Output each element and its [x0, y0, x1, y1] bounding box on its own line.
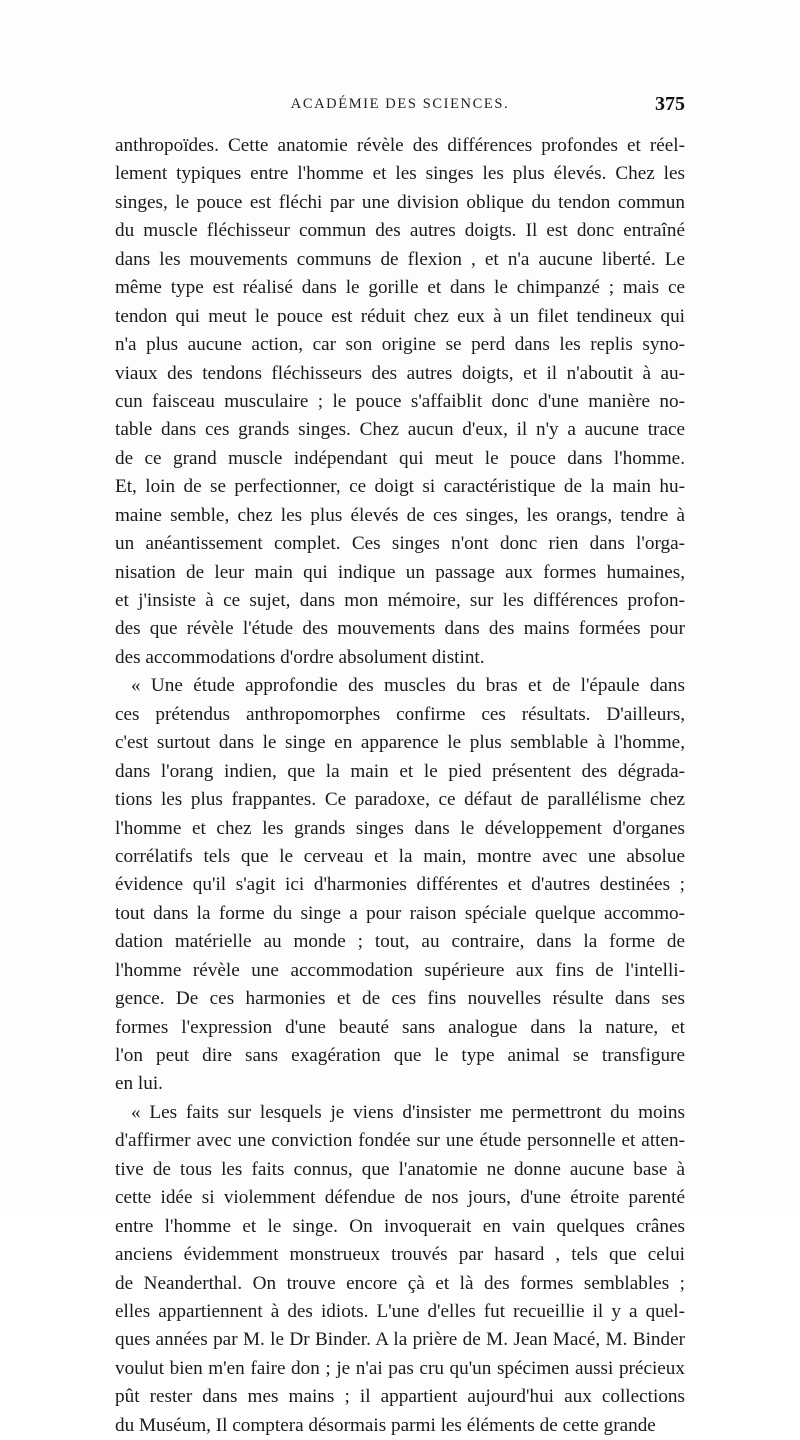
text-line: formes l'expression d'une beauté sans analogue dans la nature, et: [115, 1016, 685, 1038]
page-header: [115, 93, 685, 120]
text-line: des accommodations d'ordre absolument distint.: [115, 646, 485, 668]
text-line: en lui.: [115, 1073, 163, 1095]
text-line: gence. De ces harmonies et de ces fins nouvelles résulte dans ses: [115, 988, 685, 1010]
text-line: ces prétendus anthropomorphes confirme ces résultats. D'ailleurs,: [115, 703, 685, 725]
text-line: maine semble, chez les plus élevés de ces singes, les orangs, tendre à: [115, 504, 685, 526]
text-line: viaux des tendons fléchisseurs des autres doigts, et il n'aboutit à au-: [115, 362, 685, 384]
text-line: voulut bien m'en faire don ; je n'ai pas cru qu'un spécimen aussi précieux: [115, 1357, 685, 1379]
text-line: des que révèle l'étude des mouvements dans des mains formées pour: [115, 618, 685, 640]
text-line: elles appartiennent à des idiots. L'une d'elles fut recueillie il y a quel-: [115, 1300, 685, 1322]
text-line: corrélatifs tels que le cerveau et la main, montre avec une absolue: [115, 845, 685, 867]
text-line: ques années par M. le Dr Binder. A la prière de M. Jean Macé, M. Binder: [115, 1329, 685, 1351]
text-line: tions les plus frappantes. Ce paradoxe, ce défaut de parallélisme chez: [115, 789, 685, 811]
text-line: cun faisceau musculaire ; le pouce s'affaiblit donc d'une manière no-: [115, 390, 685, 412]
paragraph: [115, 132, 685, 672]
text-line: d'affirmer avec une conviction fondée sur une étude personnelle et atten-: [115, 1130, 685, 1152]
text-line: entre l'homme et le singe. On invoquerait en vain quelques crânes: [115, 1215, 685, 1237]
text-line: cette idée si violemment défendue de nos jours, d'une étroite parenté: [115, 1187, 685, 1209]
text-line: évidence qu'il s'agit ici d'harmonies différentes et d'autres destinées ;: [115, 874, 685, 896]
text-line: tout dans la forme du singe a pour raison spéciale quelque accommo-: [115, 902, 685, 924]
text-line: pût rester dans mes mains ; il appartient aujourd'hui aux collections: [115, 1386, 685, 1408]
text-line: « Les faits sur lesquels je viens d'insister me permettront du moins: [131, 1101, 685, 1123]
text-line: Et, loin de se perfectionner, ce doigt si caractéristique de la main hu-: [115, 476, 685, 498]
text-line: « Une étude approfondie des muscles du bras et de l'épaule dans: [131, 675, 685, 697]
text-line: même type est réalisé dans le gorille et dans le chimpanzé ; mais ce: [115, 277, 685, 299]
paragraph: [115, 672, 685, 1099]
text-line: lement typiques entre l'homme et les singes les plus élevés. Chez les: [115, 163, 685, 185]
text-line: et j'insiste à ce sujet, dans mon mémoire, sur les différences profon-: [115, 590, 685, 611]
running-head: ACADÉMIE DES SCIENCES.: [290, 96, 510, 112]
text-line: l'on peut dire sans exagération que le type animal se transfigure: [115, 1045, 685, 1066]
body-text: [115, 132, 685, 1440]
text-line: c'est surtout dans le singe en apparence le plus semblable à l'homme,: [115, 732, 685, 754]
page-number: 375: [655, 93, 685, 115]
text-line: un anéantissement complet. Ces singes n'ont donc rien dans l'orga-: [115, 533, 685, 555]
text-line: dation matérielle au monde ; tout, au contraire, dans la forme de: [115, 931, 685, 953]
text-line: tive de tous les faits connus, que l'anatomie ne donne aucune base à: [115, 1158, 685, 1180]
text-line: de Neanderthal. On trouve encore çà et là des formes semblables ;: [115, 1272, 685, 1294]
text-line: l'homme et chez les grands singes dans le développement d'organes: [115, 817, 685, 839]
text-line: tendon qui meut le pouce est réduit chez eux à un filet tendineux qui: [115, 305, 685, 327]
text-line: anthropoïdes. Cette anatomie révèle des différences profondes et réel-: [115, 135, 685, 156]
text-line: table dans ces grands singes. Chez aucun d'eux, il n'y a aucune trace: [115, 419, 685, 441]
text-line: dans les mouvements communs de flexion , et n'a aucune liberté. Le: [115, 248, 685, 270]
text-line: n'a plus aucune action, car son origine se perd dans les replis syno-: [115, 334, 685, 356]
text-line: anciens évidemment monstrueux trouvés par hasard , tels que celui: [115, 1244, 685, 1266]
text-line: singes, le pouce est fléchi par une division oblique du tendon commun: [115, 191, 685, 213]
text-line: de ce grand muscle indépendant qui meut le pouce dans l'homme.: [115, 447, 685, 469]
text-line: l'homme révèle une accommodation supérieure aux fins de l'intelli-: [115, 959, 685, 981]
text-line: du muscle fléchisseur commun des autres doigts. Il est donc entraîné: [115, 220, 685, 242]
text-line: dans l'orang indien, que la main et le pied présentent des dégrada-: [115, 760, 685, 782]
paragraph: [115, 1099, 685, 1440]
text-line: du Muséum, Il comptera désormais parmi les éléments de cette grande: [115, 1414, 656, 1436]
text-line: nisation de leur main qui indique un passage aux formes humaines,: [115, 561, 685, 583]
